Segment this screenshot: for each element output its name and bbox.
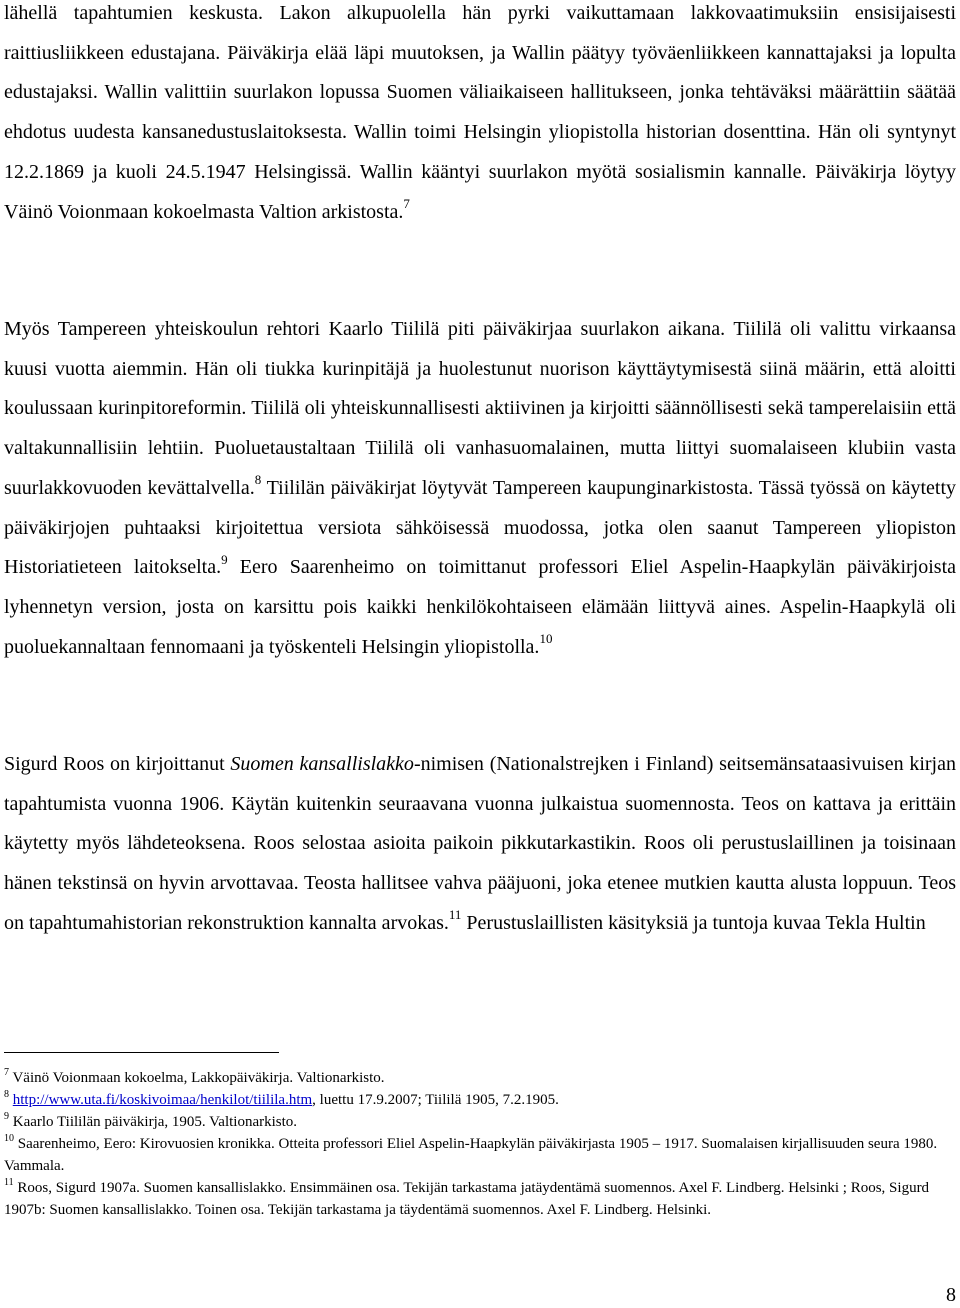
source-link[interactable]: http://www.uta.fi/koskivoimaa/henkilot/tiilila.htm [12, 1092, 313, 1108]
footnote [4, 1089, 956, 1111]
footnote-ref: 8 [4, 1089, 9, 1100]
footnote-ref: 9 [4, 1111, 9, 1122]
text-run: Myös Tampereen yhteiskoulun rehtori Kaarlo Tiililä piti päiväkirjaa suurlakon aikana. Tiililä oli valittu virkaansa kuusi vuotta aiemmin. Hän oli tiukka kurinpitäjä ja huolestunut nuorison käyttäytymisestä siinä määrin, että aloitti koulussaan kurinpitoreformin. Tiililä oli yhteiskunnallisesti aktiivinen ja kirjoitti säännöllisesti sekä tamperelaisiin että valtakunnallisiin lehtiin. Puoluetaustaltaan Tiililä oli vanhasuomalainen, mutta liittyi suomalaiseen klubiin vasta suurlakkovuoden kevättalvella. [4, 318, 956, 499]
footnote-ref: 8 [254, 472, 262, 488]
footnotes [4, 1067, 956, 1221]
body-paragraph [4, 310, 956, 667]
text-run: Kaarlo Tiililän päiväkirja, 1905. Valtionarkisto. [9, 1114, 298, 1130]
body-paragraph [4, 745, 956, 944]
text-run: lähellä tapahtumien keskusta. Lakon alkupuolella hän pyrki vaikuttamaan lakkovaatimuksiin ensisijaisesti raittiusliikkeen edustajana. Päiväkirja elää läpi muutoksen, ja Wallin päätyy työväenliikkeen kannattajaksi ja lopulta edustajaksi. Wallin valittiin suurlakon lopussa Suomen väliaikaiseen hallitukseen, jonka tehtäväksi määrättiin säätää ehdotus uudesta kansanedustuslaitoksesta. Wallin toimi Helsingin yliopistolla historian dosenttina. Hän oli syntynyt 12.2.1869 ja kuoli 24.5.1947 Helsingissä. Wallin kääntyi suurlakon myötä sosialismin kannalle. Päiväkirja löytyy Väinö Voionmaan kokoelmasta Valtion arkistosta. [4, 2, 956, 223]
text-run: Eero Saarenheimo on toimittanut professori Eliel Aspelin-Haapkylän päiväkirjoista lyhennetyn version, josta on karsittu pois kaikki henkilökohtaiseen elämään liittyvä aines. Aspelin-Haapkylä oli puoluekannaltaan fennomaani ja työskenteli Helsingin yliopistolla. [4, 556, 957, 658]
footnote-separator [4, 1052, 279, 1053]
footnote [4, 1111, 956, 1133]
footnote-ref: 11 [448, 907, 462, 923]
footnote-ref: 10 [4, 1133, 14, 1144]
footnote [4, 1133, 956, 1177]
text-run: Roos, Sigurd 1907a. Suomen kansallislakko. Ensimmäinen osa. Tekijän tarkastama jatäydentämä suomennos. Axel F. Lindberg. Helsinki ; Roos, Sigurd 1907b: Suomen kansallislakko. Toinen osa. Tekijän tarkastama ja täydentämä suomennos. Axel F. Lindberg. Helsinki. [4, 1180, 930, 1218]
text-run: Väinö Voionmaan kokoelma, Lakkopäiväkirja. Valtionarkisto. [9, 1070, 385, 1086]
text-run: Saarenheimo, Eero: Kirovuosien kronikka. Otteita professori Eliel Aspelin-Haapkylän päiväkirjasta 1905 – 1917. Suomalaisen kirjallisuuden seura 1980. Vammala. [4, 1136, 938, 1174]
text-run: Perustuslaillisten käsityksiä ja tuntoja kuvaa Tekla Hultin [461, 911, 926, 934]
footnote [4, 1067, 956, 1089]
footnote-ref: 7 [403, 195, 410, 211]
page-number: 8 [946, 1284, 956, 1306]
footnote-ref: 9 [221, 551, 228, 567]
footnote-ref: 7 [4, 1067, 9, 1078]
text-run: Sigurd Roos on kirjoittanut [4, 753, 231, 775]
text-run: Tiililän päiväkirjat löytyvät Tampereen kaupunginarkistosta. Tässä työssä on käytetty päiväkirjojen puhtaaksi kirjoitettua versiota sähköisessä muodossa, jotka olen saanut Tampereen yliopiston Historiatieteen laitokselta. [4, 476, 957, 579]
book-title: Suomen kansallislakko [230, 753, 414, 775]
body-paragraph [4, 0, 956, 232]
text-run: -nimisen (Nationalstrejken i Finland) seitsemänsataasivuisen kirjan tapahtumista vuonna 1906. Käytän kuitenkin seuraavana vuonna julkaistua suomennosta. Teos on kattava ja erittäin käytetty myös lähdeteoksena. Roos selostaa asioita paikoin pikkutarkastikin. Roos oli perustuslaillinen ja toisinaan hänen tekstinsä on hyvin arvottavaa. Teosta hallitsee vahva pääjuoni, joka etenee mutkien kautta alusta loppuun. Teos on tapahtumahistorian rekonstruktion kannalta arvokas. [4, 753, 956, 934]
footnote-ref: 11 [4, 1177, 14, 1188]
footnote-ref: 10 [539, 630, 553, 646]
footnote [4, 1177, 956, 1221]
text-run: , luettu 17.9.2007; Tiililä 1905, 7.2.1905. [312, 1092, 559, 1108]
